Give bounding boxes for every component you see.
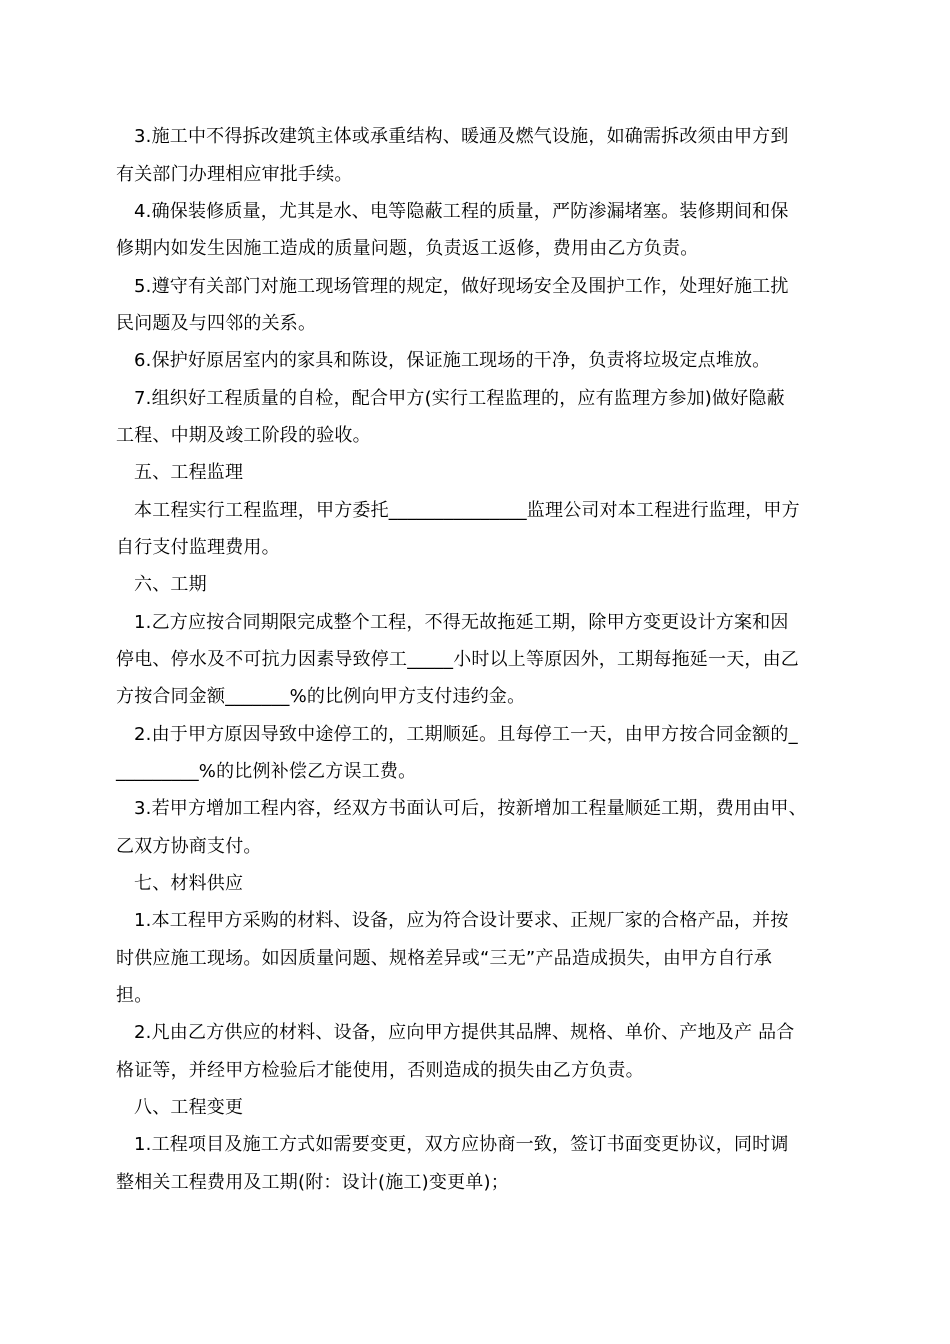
clause-6-1-line-3: 方按合同金额_______%的比例向甲方支付违约金。 bbox=[116, 686, 526, 707]
clause-6-3-line-2: 乙双方协商支付。 bbox=[116, 836, 262, 857]
clause-7-2-line-1: 2.凡由乙方供应的材料、设备，应向甲方提供其品牌、规格、单价、产地及产 品合 bbox=[134, 1022, 795, 1043]
section-5-heading: 五、工程监理 bbox=[134, 462, 244, 483]
section-6-heading: 六、工期 bbox=[134, 574, 207, 595]
clause-4-5-line-2: 民问题及与四邻的关系。 bbox=[116, 313, 317, 334]
clause-6-1-line-1: 1.乙方应按合同期限完成整个工程，不得无故拖延工期，除甲方变更设计方案和因 bbox=[134, 612, 789, 633]
section-7-heading: 七、材料供应 bbox=[134, 873, 244, 894]
clause-8-1-line-1: 1.工程项目及施工方式如需要变更，双方应协商一致，签订书面变更协议，同时调 bbox=[134, 1134, 789, 1155]
section-5-text-line-1: 本工程实行工程监理，甲方委托_______________监理公司对本工程进行监理，甲方 bbox=[134, 500, 800, 521]
clause-7-1-line-2: 时供应施工现场。如因质量问题、规格差异或“三无”产品造成损失，由甲方自行承 bbox=[116, 948, 773, 969]
clause-4-4-line-1: 4.确保装修质量，尤其是水、电等隐蔽工程的质量，严防渗漏堵塞。装修期间和保 bbox=[134, 201, 789, 222]
clause-4-4-line-2: 修期内如发生因施工造成的质量问题，负责返工返修，费用由乙方负责。 bbox=[116, 238, 699, 259]
clause-7-1-line-3: 担。 bbox=[116, 985, 153, 1006]
clause-6-1-line-2: 停电、停水及不可抗力因素导致停工_____小时以上等原因外，工期每拖延一天，由乙 bbox=[116, 649, 799, 670]
clause-4-5-line-1: 5.遵守有关部门对施工现场管理的规定，做好现场安全及围护工作，处理好施工扰 bbox=[134, 276, 789, 297]
section-5-text-line-2: 自行支付监理费用。 bbox=[116, 537, 280, 558]
clause-6-2-line-1: 2.由于甲方原因导致中途停工的，工期顺延。且每停工一天，由甲方按合同金额的_ bbox=[134, 724, 798, 745]
clause-8-1-line-2: 整相关工程费用及工期(附：设计(施工)变更单)； bbox=[116, 1172, 509, 1193]
clause-4-3-line-1: 3.施工中不得拆改建筑主体或承重结构、暖通及燃气设施，如确需拆改须由甲方到 bbox=[134, 126, 789, 147]
clause-4-6-line-1: 6.保护好原居室内的家具和陈设，保证施工现场的干净，负责将垃圾定点堆放。 bbox=[134, 350, 771, 371]
clause-6-2-line-2: _________%的比例补偿乙方误工费。 bbox=[116, 761, 417, 782]
clause-4-3-line-2: 有关部门办理相应审批手续。 bbox=[116, 164, 353, 185]
clause-4-7-line-2: 工程、中期及竣工阶段的验收。 bbox=[116, 425, 371, 446]
clause-7-1-line-1: 1.本工程甲方采购的材料、设备，应为符合设计要求、正规厂家的合格产品，并按 bbox=[134, 910, 789, 931]
clause-4-7-line-1: 7.组织好工程质量的自检，配合甲方(实行工程监理的，应有监理方参加)做好隐蔽 bbox=[134, 388, 785, 409]
clause-7-2-line-2: 格证等，并经甲方检验后才能使用，否则造成的损失由乙方负责。 bbox=[116, 1060, 644, 1081]
clause-6-3-line-1: 3.若甲方增加工程内容，经双方书面认可后，按新增加工程量顺延工期，费用由甲、 bbox=[134, 798, 807, 819]
section-8-heading: 八、工程变更 bbox=[134, 1097, 244, 1118]
